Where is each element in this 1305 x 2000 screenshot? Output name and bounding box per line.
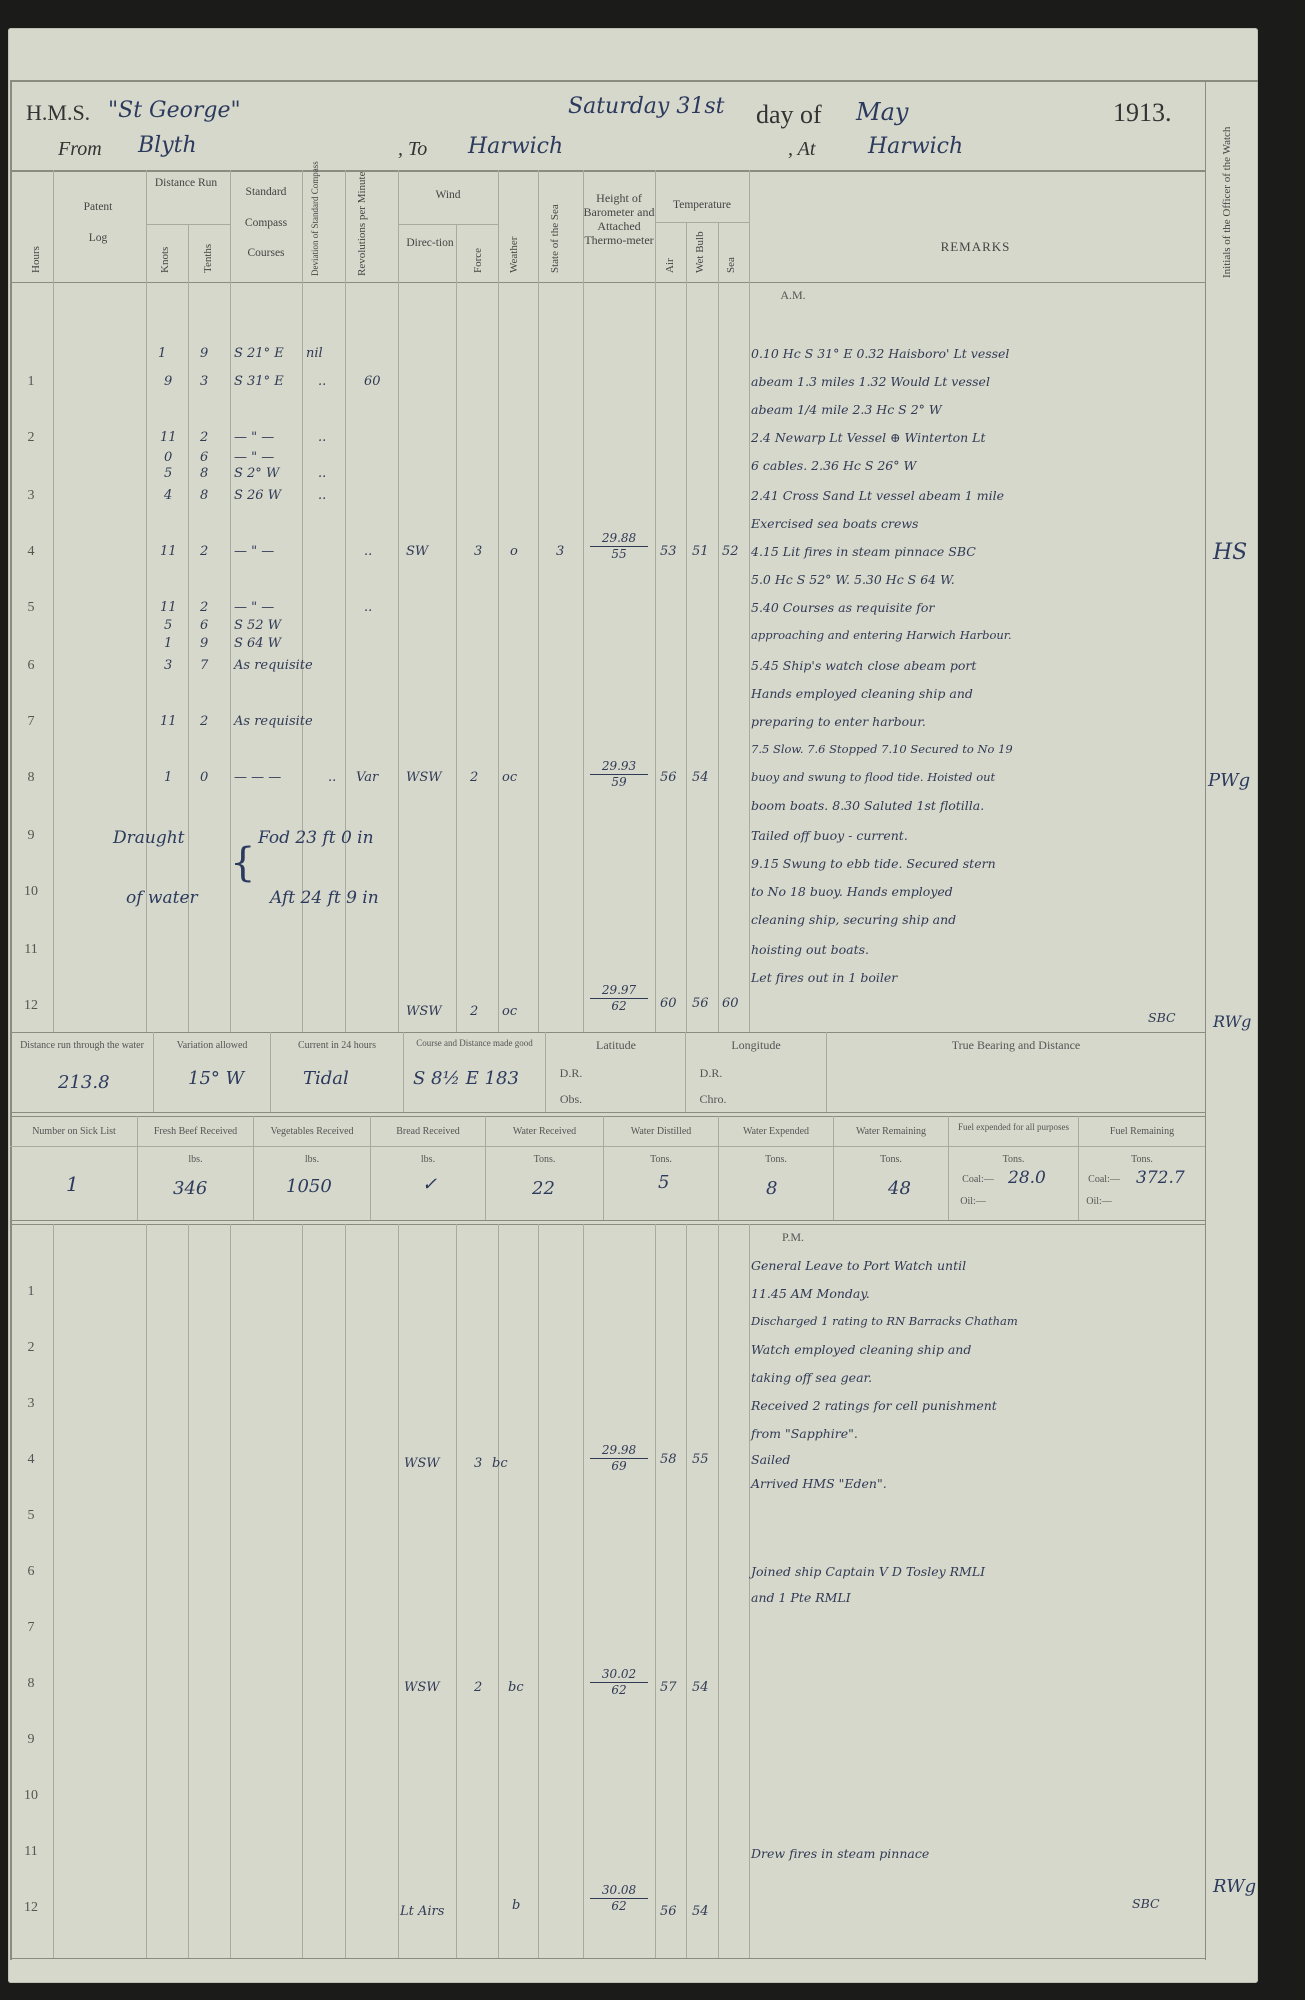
pm-hour-3: 3 (27, 1396, 35, 1411)
pm-hour-4: 4 (27, 1452, 35, 1467)
am-hour-9: 9 (27, 828, 35, 843)
am-hour-10: 10 (24, 884, 38, 899)
of-water-label: of water (126, 888, 198, 908)
month: May (856, 98, 909, 126)
sum-distance-label: Distance run through the water (20, 1040, 144, 1051)
veg-value: 1050 (286, 1176, 332, 1197)
sick-count: 1 (66, 1172, 79, 1196)
date-day: Saturday 31st (568, 94, 725, 119)
sum-dr-label-2: D.R. (699, 1066, 723, 1080)
am-hour-6: 6 (27, 658, 35, 673)
col-weather: Weather (508, 236, 520, 273)
pm-hour-10: 10 (24, 1788, 38, 1803)
sum-dr-label: D.R. (559, 1066, 583, 1080)
col-courses: Courses (247, 247, 285, 259)
barometer-reading: 29.88 55 (586, 532, 652, 561)
hms-label: H.M.S. (26, 100, 91, 125)
col-hours: Hours (30, 246, 42, 273)
am-hour-7: 7 (27, 714, 35, 729)
fuel-remaining-label: Fuel Remaining (1109, 1126, 1175, 1137)
col-distance: Distance Run (154, 177, 218, 189)
to-place: Harwich (468, 134, 564, 159)
col-remarks: REMARKS (940, 239, 1011, 254)
veg-label: Vegetables Received (270, 1126, 354, 1137)
bread-label: Bread Received (396, 1126, 460, 1137)
sum-bearing-label: True Bearing and Distance (951, 1038, 1081, 1052)
from-label: From (58, 138, 102, 160)
sum-course-label: Course and Distance made good (416, 1038, 533, 1048)
am-label: A.M. (780, 288, 806, 302)
pm-hour-9: 9 (27, 1732, 35, 1747)
pm-hour-11: 11 (24, 1844, 38, 1859)
initials-signature: HS (1213, 540, 1248, 565)
ship-name: "St George" (108, 98, 241, 123)
fuel-rem-coal: 372.7 (1136, 1168, 1185, 1188)
course-cell: S 21° E (234, 346, 284, 361)
col-wet-bulb: Wet Bulb (694, 231, 706, 273)
am-hour-1: 1 (27, 374, 35, 389)
col-log: Log (88, 232, 108, 244)
sum-longitude-label: Longitude (731, 1038, 781, 1052)
to-label: , To (398, 138, 428, 160)
sum-latitude-label: Latitude (596, 1038, 636, 1052)
sum-current: Tidal (303, 1068, 349, 1089)
col-sea-temp: Sea (725, 257, 737, 273)
sum-obs-label: Obs. (559, 1092, 583, 1106)
draught-fwd: Fod 23 ft 0 in (258, 828, 374, 848)
draught-label: Draught (113, 828, 185, 848)
am-remark: 0.10 Hc S 31° E 0.32 Haisboro' Lt vessel (751, 346, 1010, 361)
am-hour-2: 2 (27, 430, 35, 445)
water-rec-value: 22 (532, 1178, 555, 1199)
dist-row: 1 (158, 346, 167, 361)
from-place: Blyth (138, 133, 197, 158)
pm-remark-signoff: SBC (1132, 1896, 1160, 1911)
col-temperature: Temperature (673, 199, 731, 211)
day-of-label: day of (756, 100, 822, 129)
initials-signature: RWg (1213, 1876, 1257, 1897)
year: 1913. (1113, 98, 1172, 127)
water-remaining-label: Water Remaining (855, 1126, 926, 1137)
fuel-expended-label: Fuel expended for all purposes (958, 1122, 1069, 1132)
sum-chro-label: Chro. (699, 1092, 727, 1106)
pm-hour-2: 2 (27, 1340, 35, 1355)
fuel-exp-coal: 28.0 (1008, 1168, 1046, 1188)
am-hour-4: 4 (27, 544, 35, 559)
pm-label: P.M. (781, 1230, 804, 1244)
water-expended-label: Water Expended (742, 1126, 810, 1137)
sum-current-label: Current in 24 hours (297, 1040, 377, 1051)
col-initials: Initials of the Officer of the Watch (1221, 126, 1233, 278)
pm-hour-1: 1 (27, 1284, 35, 1299)
col-air: Air (664, 258, 676, 273)
am-hour-11: 11 (24, 942, 38, 957)
col-deviation: Deviation of Standard Compass (310, 161, 320, 276)
am-hour-12: 12 (24, 998, 38, 1013)
pm-hour-5: 5 (27, 1508, 35, 1523)
pm-remark: General Leave to Port Watch until (751, 1258, 967, 1273)
sum-distance: 213.8 (58, 1072, 110, 1093)
am-remark-signoff: SBC (1148, 1010, 1176, 1025)
col-revolutions: Revolutions per Minute (356, 171, 368, 276)
beef-label: Fresh Beef Received (153, 1126, 238, 1137)
col-force: Force (472, 247, 484, 273)
water-dist-value: 5 (658, 1172, 670, 1193)
water-rem-value: 48 (888, 1178, 911, 1199)
beef-value: 346 (173, 1178, 208, 1199)
at-place: Harwich (868, 134, 964, 159)
sick-list-label: Number on Sick List (32, 1126, 116, 1137)
am-hour-3: 3 (27, 488, 35, 503)
water-distilled-label: Water Distilled (630, 1126, 692, 1137)
col-tenths: Tenths (202, 243, 214, 273)
water-exp-value: 8 (766, 1178, 778, 1199)
wind-dir: SW (406, 544, 429, 559)
sum-variation: 15° W (188, 1068, 245, 1089)
draught-brace: { (230, 840, 256, 886)
pm-hour-12: 12 (24, 1900, 38, 1915)
sum-variation-label: Variation allowed (176, 1040, 248, 1051)
col-state-sea: State of the Sea (549, 204, 561, 273)
pm-hour-8: 8 (27, 1676, 35, 1691)
am-hour-5: 5 (27, 600, 35, 615)
pm-hour-6: 6 (27, 1564, 35, 1579)
initials-signature: PWg (1208, 770, 1251, 791)
col-standard: Standard (245, 186, 287, 198)
col-wind: Wind (435, 189, 461, 201)
at-label: , At (788, 138, 816, 160)
col-barometer: Height of Barometer and Attached Thermo-meter (583, 191, 655, 247)
col-direction: Direc-tion (406, 237, 454, 249)
log-page: H.M.S. "St George" Saturday 31st day of May 1913. From Blyth , To Harwich , At Harwich Hours Patent Log Distance Run Knots Tenths Standard Compass Courses Deviation of Standard Compass Revolutions per Minute Wind Direc-tion Force Weather State of the Sea Height of Barometer and Attached Thermo-meter Temperature Air Wet Bulb Sea REMARKS Initials of the Officer of the Watch A.M. 1 2 3 4 5 6 7 8 9 10 11 12 1 9 S 21° E nil 9 3 S 31° E .. 60 11 2 — " — .. 0 6 — " — 5 8 S 2° W .. 4 8 S 26 W .. 11 2 — " — .. 11 2 — " — .. 5 6 S 52 W 1 9 S 64 W 3 7 As requisite 11 2 As requisite 1 0 — — — .. Var SW 3 o 3 29.88 55 53 51 52 WSW 2 oc 29.93 59 56 54 WSW 2 oc 29.97 62 60 56 60 Draught Fod 23 ft 0 in { of water Aft 24 ft 9 in 0.10 Hc S 31° E 0.32 Haisboro' Lt vessel abeam 1.3 miles 1.32 Would Lt vessel abeam 1/4 mile 2.3 Hc S 2° W 2.4 Newarp Lt Vessel ⊕ Winterton Lt 6 cables. 2.36 Hc S 26° W 2.41 Cross Sand Lt vessel abeam 1 mile Exercised sea boats crews 4.15 Lit fires in steam pinnace SBC 5.0 Hc S 52° W. 5.30 Hc S 64 W. 5.40 Courses as requisite for approaching and entering Harwich Harbour. 5.45 Ship's watch close abeam port Hands employed cleaning ship and preparing to enter harbour. 7.5 Slow. 7.6 Stopped 7.10 Secured to No 19 buoy and swung to flood tide. Hoisted out boom boats. 8.30 Saluted 1st flotilla. Tailed off buoy - current. 9.15 Swung to ebb tide. Secured stern to No 18 buoy. Hands employed cleaning ship, securing ship and hoisting out boats. Let fires out in 1 boiler SBC HS PWg RWg RWg Distance run through the water Variation allowed Current in 24 hours Course and Distance made good Latitude Longitude True Bearing and Distance 213.8 15° W Tidal S 8½ E 183 D.R. Obs. D.R. Chro. Number on Sick List Fresh Beef Received Vegetables Received Bread Received Water Received Water Distilled Water Expended Water Remaining Fuel expended for all purposes Fuel Remaining lbs. lbs. lbs. Tons. Tons. Tons. Tons. Tons. Tons. 1 346 1050 ✓ 22 5 8 48 Coal:— 28.0 Oil:— Coal:— 372.7 Oil:— P.M. 1 2 3 4 5 6 7 8 9 10 11 12 WSW 3 bc 29.98 69 58 55 WSW 2 bc 30.02 62 57 54 Lt Airs b 30.08 62 56 54 General Leave to Port Watch until 11.45 AM Monday. Discharged 1 rating to RN Barracks Chatham Watch employed cleaning ship and taking off sea gear. Received 2 ratings for cell punishment from "Sapphire". Sailed Arrived HMS "Eden". Joined ship Captain V D Tosley RMLI and 1 Pte RMLI Drew fires in steam pinnace SBC (8, 28, 1258, 1983)
col-knots: Knots (159, 246, 171, 273)
col-compass: Compass (244, 217, 288, 229)
am-hour-8: 8 (27, 770, 35, 785)
col-patent: Patent (83, 201, 113, 213)
bread-value: ✓ (422, 1174, 438, 1195)
pm-hour-7: 7 (27, 1620, 35, 1635)
water-received-label: Water Received (512, 1126, 577, 1137)
draught-aft: Aft 24 ft 9 in (270, 888, 379, 908)
sum-course: S 8½ E 183 (413, 1068, 519, 1089)
initials-signature: RWg (1213, 1012, 1252, 1031)
